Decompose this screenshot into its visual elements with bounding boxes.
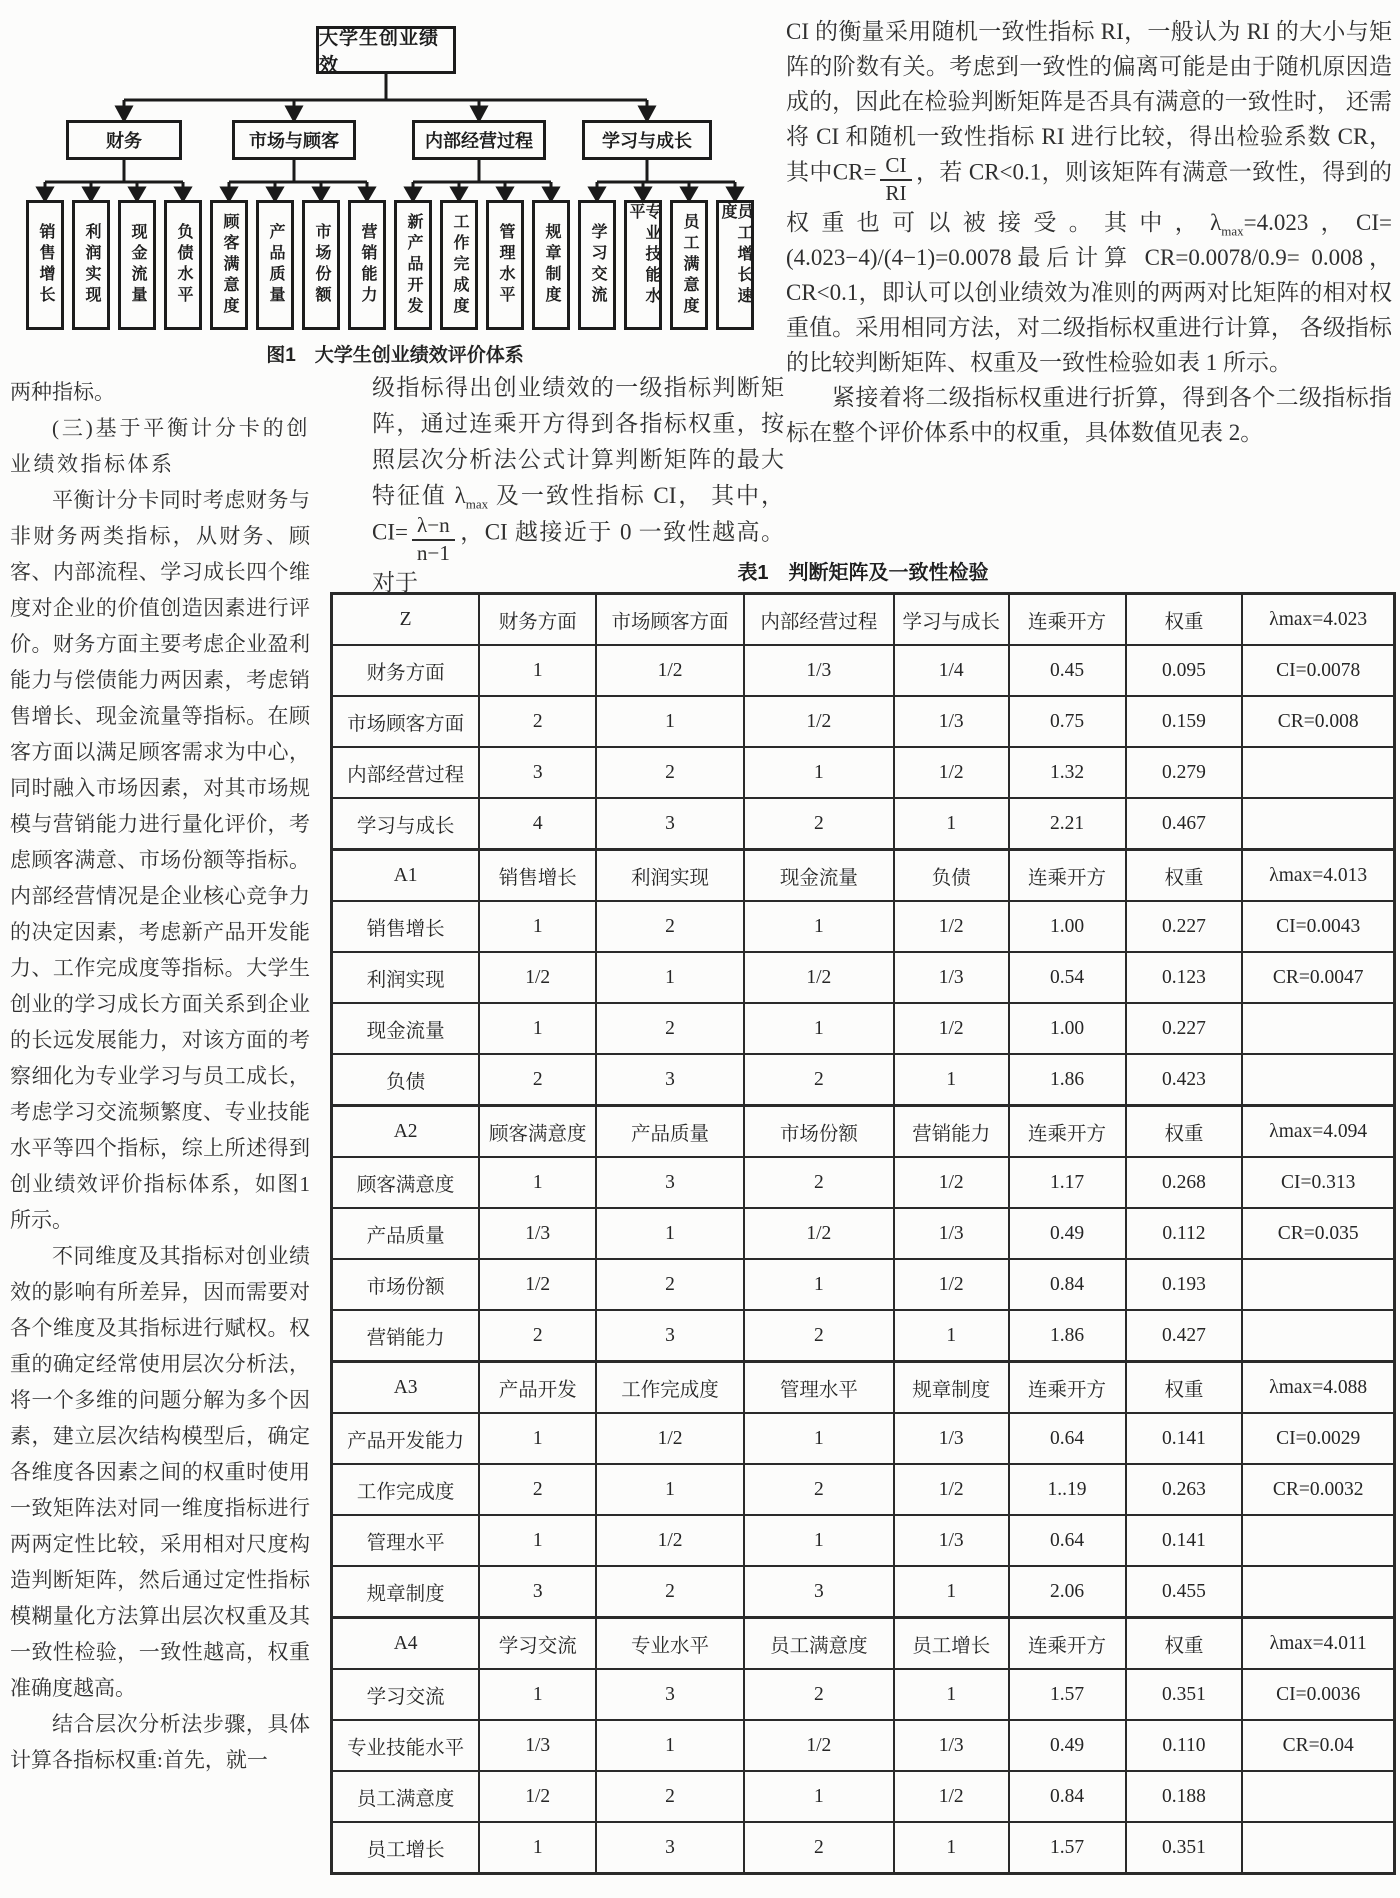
table-cell: 产品开发能力 xyxy=(332,1413,480,1464)
table-cell: 负债 xyxy=(894,850,1009,902)
table-cell: CI=0.0029 xyxy=(1242,1413,1394,1464)
formula-cr: CR= xyxy=(832,159,877,185)
table-cell: 0.159 xyxy=(1126,696,1243,747)
leaf-cash-flow: 现金流量 xyxy=(118,200,156,330)
table-cell: 1 xyxy=(479,1515,596,1566)
table-cell: 0.141 xyxy=(1126,1413,1243,1464)
table-cell: 工作完成度 xyxy=(596,1362,744,1414)
leaf-rules-regulations: 规章制度 xyxy=(532,200,570,330)
table-row xyxy=(332,1259,1395,1310)
table-cell: 2.06 xyxy=(1009,1566,1126,1618)
table-cell: 1 xyxy=(744,1771,894,1822)
table-cell: 2 xyxy=(744,798,894,850)
table-row xyxy=(332,1669,1395,1720)
lambda-subscript: max xyxy=(465,496,489,512)
table-cell: 1 xyxy=(744,1003,894,1054)
table-row xyxy=(332,952,1395,1003)
table-cell: 0.455 xyxy=(1126,1566,1243,1618)
table-cell: 3 xyxy=(596,1822,744,1874)
table-cell: 1.32 xyxy=(1009,747,1126,798)
branch-label: 学习与成长 xyxy=(602,131,692,151)
table-row xyxy=(332,1310,1395,1362)
table-cell: 2 xyxy=(744,1157,894,1208)
table-cell: 3 xyxy=(596,1054,744,1106)
table-cell: 1 xyxy=(596,696,744,747)
table-cell: 规章制度 xyxy=(332,1566,480,1618)
table-cell: 1 xyxy=(894,1822,1009,1874)
table-cell: λmax=4.023 xyxy=(1242,594,1394,646)
table-cell: 2 xyxy=(596,1003,744,1054)
branch-finance xyxy=(66,120,182,160)
table-cell: 1.00 xyxy=(1009,1003,1126,1054)
table-cell: 市场份额 xyxy=(744,1106,894,1158)
table-cell: 1 xyxy=(479,1003,596,1054)
table-row xyxy=(332,645,1395,696)
table-cell: 0.141 xyxy=(1126,1515,1243,1566)
table-cell: 1/2 xyxy=(596,1413,744,1464)
table-cell: 3 xyxy=(479,1566,596,1618)
table-cell: 现金流量 xyxy=(332,1003,480,1054)
table-row xyxy=(332,1208,1395,1259)
table-cell: λmax=4.011 xyxy=(1242,1618,1394,1670)
table-cell: 2 xyxy=(596,747,744,798)
table-cell: 员工增长 xyxy=(894,1618,1009,1670)
table-cell: 0.188 xyxy=(1126,1771,1243,1822)
table-cell: 产品开发 xyxy=(479,1362,596,1414)
table-row xyxy=(332,1515,1395,1566)
table-cell: 顾客满意度 xyxy=(479,1106,596,1158)
table-cell: 现金流量 xyxy=(744,850,894,902)
table-cell: A4 xyxy=(332,1618,480,1670)
table-row xyxy=(332,696,1395,747)
table-cell: 1 xyxy=(894,1566,1009,1618)
leaf-customer-satisfaction: 顾客满意度 xyxy=(210,200,248,330)
table-cell xyxy=(1242,1003,1394,1054)
table-cell: 1/2 xyxy=(744,696,894,747)
table-cell: 1..19 xyxy=(1009,1464,1126,1515)
table-cell: 2 xyxy=(744,1310,894,1362)
leaf-employee-satisfaction: 员工满意度 xyxy=(670,200,708,330)
table-cell: 1 xyxy=(894,1054,1009,1106)
table-cell: 2.21 xyxy=(1009,798,1126,850)
table-cell: 1/3 xyxy=(894,1413,1009,1464)
table-cell: A1 xyxy=(332,850,480,902)
table-cell: 1/2 xyxy=(479,1259,596,1310)
table-cell: 1/2 xyxy=(596,645,744,696)
table-cell: 1/2 xyxy=(596,1515,744,1566)
figure-caption: 图1 大学生创业绩效评价体系 xyxy=(266,345,524,366)
table-cell xyxy=(1242,747,1394,798)
table-cell: A3 xyxy=(332,1362,480,1414)
table-cell: CR=0.008 xyxy=(1242,696,1394,747)
table-cell: 2 xyxy=(479,1054,596,1106)
branch-internal-process xyxy=(412,120,546,160)
table-cell: 1/2 xyxy=(894,1259,1009,1310)
paragraph: 平衡计分卡同时考虑财务与非财务两类指标，从财务、顾客、内部流程、学习成长四个维度对企业的价值创造因素进行评价。财务方面主要考虑企业盈利能力与偿债能力两因素，考虑销售增长、现金流量等指标。在顾客方面以满足顾客需求为中心，同时融入市场因素，对其市场规模与营销能力进行量化评价，考虑顾客满意、市场份额等指标。内部经营情况是企业核心竞争力的决定因素，考虑新产品开发能力、工作完成度等指标。大学生创业的学习成长方面关系到企业的长远发展能力，对该方面的考察细化为专业学习与员工成长，考虑学习交流频繁度、专业技能水平等四个指标，综上所述得到创业绩效评价指标体系，如图1所示。 xyxy=(10,488,310,1232)
table-cell: CR=0.0032 xyxy=(1242,1464,1394,1515)
table-cell: 0.112 xyxy=(1126,1208,1243,1259)
table-cell: 产品质量 xyxy=(332,1208,480,1259)
paragraph: 两种指标。 xyxy=(10,380,115,404)
table-cell: 1 xyxy=(479,1669,596,1720)
table-cell: 学习交流 xyxy=(332,1669,480,1720)
table-cell: 1 xyxy=(744,1413,894,1464)
table-cell: 管理水平 xyxy=(744,1362,894,1414)
table-cell: 规章制度 xyxy=(894,1362,1009,1414)
table-cell: 1 xyxy=(894,798,1009,850)
table-cell: A2 xyxy=(332,1106,480,1158)
table-cell: Z xyxy=(332,594,480,646)
table-cell: 1 xyxy=(744,747,894,798)
table-cell: CR=0.0047 xyxy=(1242,952,1394,1003)
table-row xyxy=(332,1720,1395,1771)
table-cell: 1/2 xyxy=(894,901,1009,952)
body-text: ，若 CR<0.1，则该矩阵有满意一致性，得到的权重也可以被接受。其中， xyxy=(786,159,1392,236)
flowchart-root-label: 大学生创业绩效 xyxy=(319,28,440,76)
table-cell: 权重 xyxy=(1126,594,1243,646)
table-cell: 市场顾客方面 xyxy=(332,696,480,747)
table-cell: 1/2 xyxy=(894,1771,1009,1822)
table-cell xyxy=(1242,1822,1394,1874)
leaf-skill-level: 专业技能水平 xyxy=(624,200,662,330)
table-cell: 0.75 xyxy=(1009,696,1126,747)
branch-learning-growth xyxy=(582,120,712,160)
table-cell: 0.268 xyxy=(1126,1157,1243,1208)
table-cell: 权重 xyxy=(1126,1618,1243,1670)
table-cell: λmax=4.088 xyxy=(1242,1362,1394,1414)
table-cell: 利润实现 xyxy=(596,850,744,902)
paragraph xyxy=(786,14,1392,380)
table-cell: 0.45 xyxy=(1009,645,1126,696)
table-cell: 1.86 xyxy=(1009,1054,1126,1106)
table-cell: 营销能力 xyxy=(894,1106,1009,1158)
table-cell: 0.84 xyxy=(1009,1259,1126,1310)
table-cell: 3 xyxy=(744,1566,894,1618)
leaf-work-completion: 工作完成度 xyxy=(440,200,478,330)
table-cell: 1 xyxy=(479,1157,596,1208)
table-cell: 1/2 xyxy=(894,1464,1009,1515)
table-cell: 营销能力 xyxy=(332,1310,480,1362)
table-cell xyxy=(1242,1771,1394,1822)
table-cell: 销售增长 xyxy=(332,901,480,952)
table-cell: 2 xyxy=(479,696,596,747)
table-cell: 1.00 xyxy=(1009,901,1126,952)
paragraph: 结合层次分析法步骤，具体计算各指标权重:首先，就一 xyxy=(10,1712,310,1772)
table-cell: 2 xyxy=(596,1259,744,1310)
table-cell: CI=0.0078 xyxy=(1242,645,1394,696)
table-cell: 1/2 xyxy=(744,952,894,1003)
table-cell: 市场份额 xyxy=(332,1259,480,1310)
table-cell: 2 xyxy=(596,901,744,952)
leaf-new-product-dev: 新产品开发 xyxy=(394,200,432,330)
table-cell: CR=0.04 xyxy=(1242,1720,1394,1771)
branch-market-customer xyxy=(232,120,356,160)
table-cell: 1.57 xyxy=(1009,1669,1126,1720)
table-cell: CR=0.035 xyxy=(1242,1208,1394,1259)
leaf-learning-exchange: 学习交流 xyxy=(578,200,616,330)
table-cell: 内部经营过程 xyxy=(744,594,894,646)
table-cell: 1 xyxy=(479,645,596,696)
table-cell: 权重 xyxy=(1126,850,1243,902)
section-heading: (三)基于平衡计分卡的创业绩效指标体系 xyxy=(10,416,310,476)
table-row xyxy=(332,747,1395,798)
table-cell: 1.17 xyxy=(1009,1157,1126,1208)
table-cell: 员工满意度 xyxy=(332,1771,480,1822)
table-cell: CI=0.0036 xyxy=(1242,1669,1394,1720)
table-row xyxy=(332,1771,1395,1822)
lambda-subscript: max xyxy=(1221,223,1244,239)
table-cell: 0.54 xyxy=(1009,952,1126,1003)
table-cell: CI=0.0043 xyxy=(1242,901,1394,952)
paragraph: 不同维度及其指标对创业绩效的影响有所差异，因而需要对各个维度及其指标进行赋权。权重的确定经常使用层次分析法，将一个多维的问题分解为多个因素，建立层次结构模型后，确定各维度各因素之间的权重时使用一致矩阵法对同一维度指标进行两两定性比较，采用相对尺度构造判断矩阵，然后通过定性指标模糊量化方法算出层次权重及其一致性检验，一致性越高，权重准确度越高。 xyxy=(10,1244,310,1700)
table-cell: 产品质量 xyxy=(596,1106,744,1158)
branch-label: 内部经营过程 xyxy=(425,131,533,151)
table-cell: 1/3 xyxy=(894,1515,1009,1566)
table-cell: 1 xyxy=(596,952,744,1003)
table-cell: 1 xyxy=(894,1669,1009,1720)
figure-1-flowchart xyxy=(14,10,776,370)
table-cell: 0.64 xyxy=(1009,1413,1126,1464)
table-cell: 3 xyxy=(479,747,596,798)
table-cell: 0.64 xyxy=(1009,1515,1126,1566)
table-row xyxy=(332,850,1395,902)
table-cell: 1/2 xyxy=(744,1208,894,1259)
table-cell: 连乘开方 xyxy=(1009,1106,1126,1158)
body-text: 最后计算 CR=0.0078/0.9= 0.008，CR<0.1，即认可以创业绩效为准则的两两对比矩阵的相对权重值。采用相同方法，对二级指标权重进行计算， 各级指标的比较判断矩阵、权重及一致性检验如表 1 所示。 xyxy=(786,245,1392,376)
leaf-employee-growth: 员工增长速度 xyxy=(716,200,754,330)
table-cell xyxy=(1242,1259,1394,1310)
table-cell xyxy=(1242,1054,1394,1106)
table-cell xyxy=(1242,1310,1394,1362)
table-cell: 1 xyxy=(744,1259,894,1310)
table-cell: 市场顾客方面 xyxy=(596,594,744,646)
table-cell: 0.427 xyxy=(1126,1310,1243,1362)
table-cell: 1/4 xyxy=(894,645,1009,696)
table-cell: 1 xyxy=(596,1464,744,1515)
table-cell: 销售增长 xyxy=(479,850,596,902)
table-cell: 1 xyxy=(479,1413,596,1464)
table-cell: 员工增长 xyxy=(332,1822,480,1874)
table-row xyxy=(332,1822,1395,1874)
table-cell: 1 xyxy=(479,1822,596,1874)
table-cell: 连乘开方 xyxy=(1009,1618,1126,1670)
table-cell: 权重 xyxy=(1126,1106,1243,1158)
table-row xyxy=(332,1054,1395,1106)
branch-label: 财务 xyxy=(106,131,142,151)
table-cell: 2 xyxy=(479,1464,596,1515)
table-row xyxy=(332,1362,1395,1414)
leaf-debt-level: 负债水平 xyxy=(164,200,202,330)
table-cell: 3 xyxy=(596,1310,744,1362)
table-cell xyxy=(1242,798,1394,850)
table-cell: 利润实现 xyxy=(332,952,480,1003)
table-cell: 1/2 xyxy=(479,1771,596,1822)
table-row xyxy=(332,1566,1395,1618)
table-cell: 0.123 xyxy=(1126,952,1243,1003)
table-cell xyxy=(1242,1515,1394,1566)
leaf-sales-growth: 销售增长 xyxy=(26,200,64,330)
paragraph: 紧接着将二级指标权重进行折算，得到各个二级指标指标在整个评价体系中的权重，具体数值见表 2。 xyxy=(786,385,1392,446)
table-cell: λmax=4.013 xyxy=(1242,850,1394,902)
right-text-column xyxy=(786,14,1392,450)
body-text: ，CI 越接近于 0 一致性越高。对于 xyxy=(372,519,784,596)
table-cell: 连乘开方 xyxy=(1009,594,1126,646)
table-cell: 连乘开方 xyxy=(1009,850,1126,902)
table-cell: 1.86 xyxy=(1009,1310,1126,1362)
table-cell: 学习交流 xyxy=(479,1618,596,1670)
table-cell: 负债 xyxy=(332,1054,480,1106)
table-cell: 1/3 xyxy=(894,1208,1009,1259)
table-row xyxy=(332,1106,1395,1158)
table-cell: 4 xyxy=(479,798,596,850)
table-cell: 专业技能水平 xyxy=(332,1720,480,1771)
table-cell: 0.467 xyxy=(1126,798,1243,850)
table-cell: 1/2 xyxy=(894,1157,1009,1208)
table-cell: 2 xyxy=(596,1771,744,1822)
leaf-profit-realization: 利润实现 xyxy=(72,200,110,330)
table-cell: 2 xyxy=(479,1310,596,1362)
table-cell: 0.095 xyxy=(1126,645,1243,696)
body-text: =4.023，CI=(4.023−4)/(4−1)=0.0078 xyxy=(786,210,1392,271)
table-cell: 管理水平 xyxy=(332,1515,480,1566)
table-cell: 学习与成长 xyxy=(332,798,480,850)
leaf-product-quality: 产品质量 xyxy=(256,200,294,330)
table-cell: 顾客满意度 xyxy=(332,1157,480,1208)
table-cell: 专业水平 xyxy=(596,1618,744,1670)
table-cell: 2 xyxy=(744,1054,894,1106)
table-cell: 3 xyxy=(596,1669,744,1720)
table-cell: 3 xyxy=(596,1157,744,1208)
judgment-matrix-table xyxy=(330,592,1396,1875)
fraction-ci-ri: $\frac{CI}{RI}$ xyxy=(880,154,911,205)
table-cell: 1/3 xyxy=(894,696,1009,747)
table-cell: 1/3 xyxy=(479,1208,596,1259)
table-cell: 1/2 xyxy=(479,952,596,1003)
table-cell: 0.84 xyxy=(1009,1771,1126,1822)
table-cell xyxy=(1242,1566,1394,1618)
table-cell: 2 xyxy=(744,1822,894,1874)
table-cell: 0.227 xyxy=(1126,1003,1243,1054)
table-cell: 2 xyxy=(744,1669,894,1720)
fraction-ci-formula: $\frac{\lambda-n}{n-1}$ xyxy=(412,514,455,565)
table-cell: 员工满意度 xyxy=(744,1618,894,1670)
table-cell: 1/2 xyxy=(744,1720,894,1771)
table-row xyxy=(332,1157,1395,1208)
lambda-symbol: λ xyxy=(454,483,466,508)
table-cell: 1/3 xyxy=(894,952,1009,1003)
table-cell: 1 xyxy=(479,901,596,952)
table-cell: 工作完成度 xyxy=(332,1464,480,1515)
body-text: CI 的衡量采用随机一致性指标 RI，一般认为 RI 的大小与矩阵的阶数有关。考虑到一致性的偏离可能是由于随机原因造成的，因此在检验判断矩阵是否具有满意的一致性时， 还需将 CI 和随机一致性指标 RI 进行比较，得出检验系数 CR，其中 xyxy=(786,19,1392,185)
table-cell: 1/2 xyxy=(894,1003,1009,1054)
table-row xyxy=(332,798,1395,850)
table-cell: 0.110 xyxy=(1126,1720,1243,1771)
table-row xyxy=(332,1413,1395,1464)
table-cell: 1/3 xyxy=(744,645,894,696)
table-cell: 0.227 xyxy=(1126,901,1243,952)
table-cell: 0.49 xyxy=(1009,1208,1126,1259)
table-cell: 2 xyxy=(596,1566,744,1618)
table-cell: 1 xyxy=(744,901,894,952)
leaf-marketing-ability: 营销能力 xyxy=(348,200,386,330)
table-cell: 1/3 xyxy=(894,1720,1009,1771)
table-cell: 1/3 xyxy=(479,1720,596,1771)
table-cell: 权重 xyxy=(1126,1362,1243,1414)
table-row xyxy=(332,901,1395,952)
table-1-block xyxy=(330,556,1396,1875)
branch-label: 市场与顾客 xyxy=(249,131,339,151)
table-row xyxy=(332,594,1395,646)
table-cell: 0.263 xyxy=(1126,1464,1243,1515)
table-cell: 1 xyxy=(894,1310,1009,1362)
table-cell: 0.193 xyxy=(1126,1259,1243,1310)
body-text: 及一致性指标 CI， 其中，CI= xyxy=(372,483,785,545)
leaf-market-share: 市场份额 xyxy=(302,200,340,330)
table-cell: 2 xyxy=(744,1464,894,1515)
table-cell: 1 xyxy=(596,1208,744,1259)
table-row xyxy=(332,1003,1395,1054)
table-cell: CI=0.313 xyxy=(1242,1157,1394,1208)
lambda-symbol: λ xyxy=(1210,210,1222,236)
table-cell: 内部经营过程 xyxy=(332,747,480,798)
body-text: 级指标得出创业绩效的一级指标判断矩阵，通过连乘开方得到各指标权重，按照层次分析法公式计算判断矩阵的最大特征值 xyxy=(372,375,784,508)
table-cell: 1/2 xyxy=(894,747,1009,798)
table-cell: 连乘开方 xyxy=(1009,1362,1126,1414)
table-cell: 财务方面 xyxy=(332,645,480,696)
table-cell: 学习与成长 xyxy=(894,594,1009,646)
table-cell: 1 xyxy=(744,1515,894,1566)
table-cell: 财务方面 xyxy=(479,594,596,646)
table-cell: 0.351 xyxy=(1126,1669,1243,1720)
table-cell: 0.49 xyxy=(1009,1720,1126,1771)
flowchart-root-node xyxy=(316,26,456,74)
leaf-management-level: 管理水平 xyxy=(486,200,524,330)
table-row xyxy=(332,1464,1395,1515)
table-cell: 0.351 xyxy=(1126,1822,1243,1874)
table-cell: 1.57 xyxy=(1009,1822,1126,1874)
table-title: 表1 判断矩阵及一致性检验 xyxy=(737,562,989,584)
table-cell: 1 xyxy=(596,1720,744,1771)
table-cell: 0.423 xyxy=(1126,1054,1243,1106)
table-cell: 3 xyxy=(596,798,744,850)
table-cell: λmax=4.094 xyxy=(1242,1106,1394,1158)
table-row xyxy=(332,1618,1395,1670)
table-cell: 0.279 xyxy=(1126,747,1243,798)
left-text-column xyxy=(10,374,310,1778)
